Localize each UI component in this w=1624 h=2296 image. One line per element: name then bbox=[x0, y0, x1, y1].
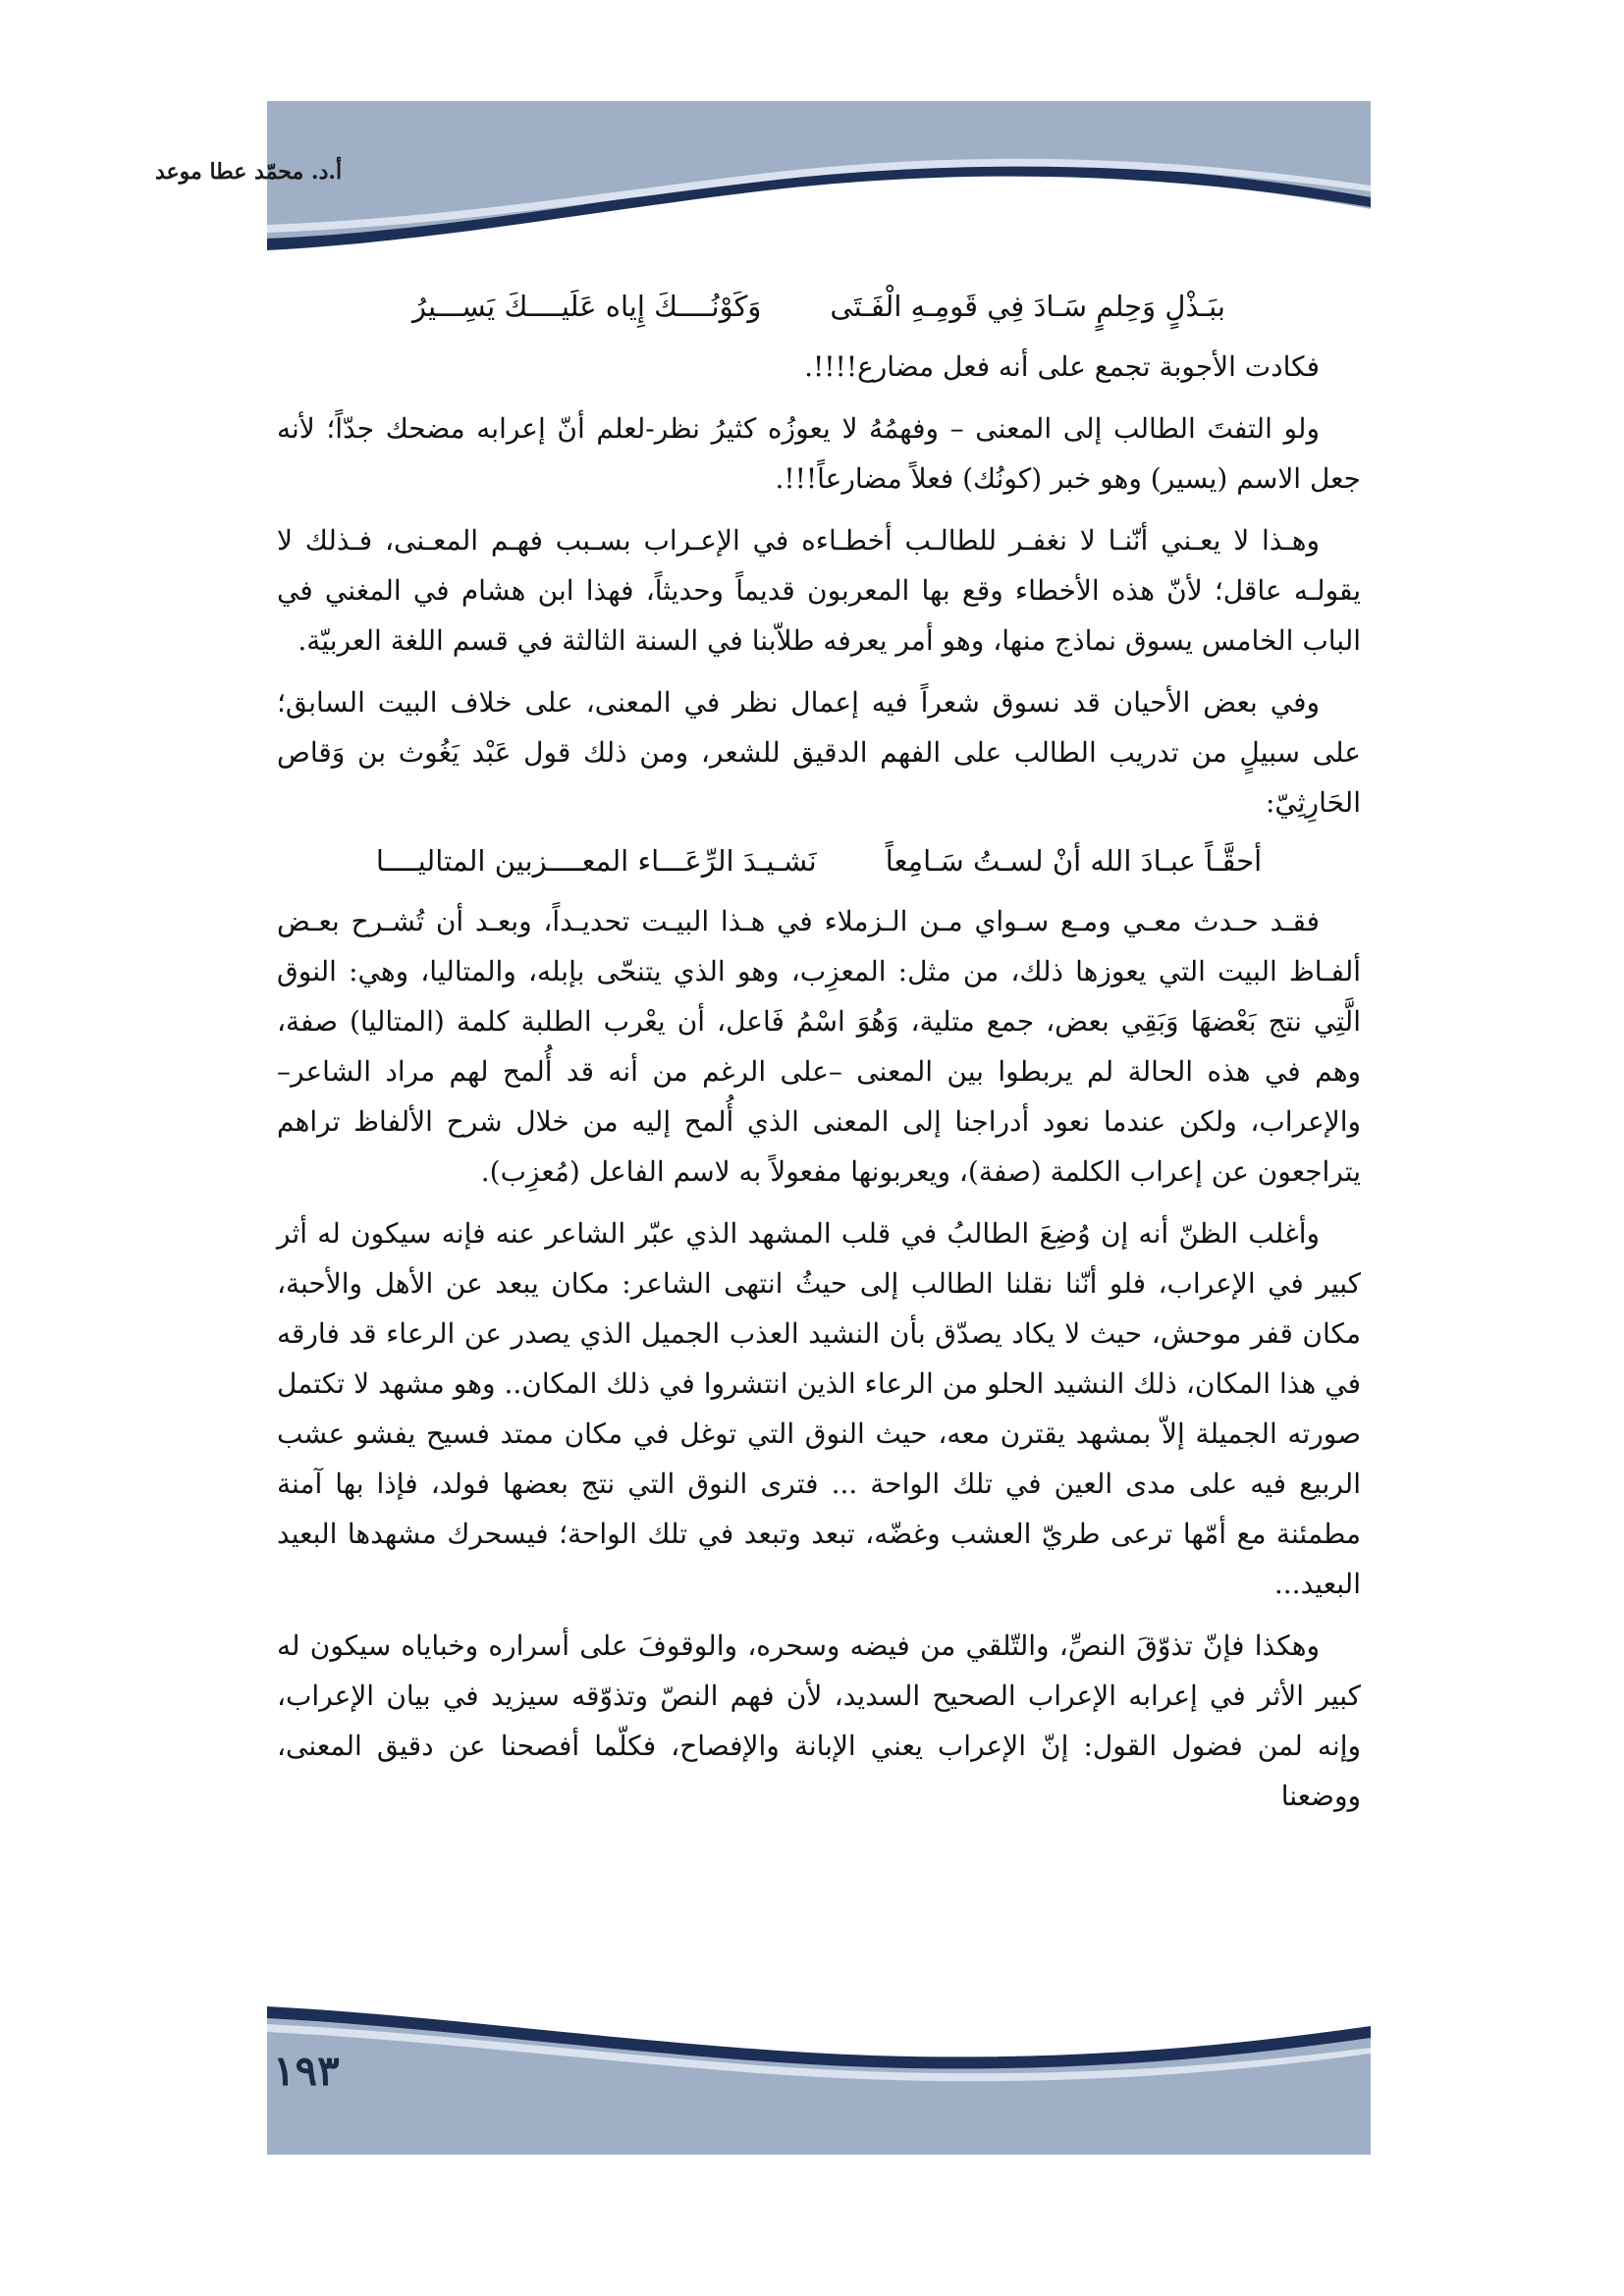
page-content bbox=[277, 277, 1361, 1833]
footer-band bbox=[267, 1993, 1371, 2155]
author-name: أ.د. محمّد عطا موعد bbox=[155, 159, 343, 185]
paragraph-1: فكادت الأجوبة تجمع على أنه فعل مضارع!!!!. bbox=[804, 350, 1320, 383]
paragraph-7: وهكذا فإنّ تذوّقَ النصِّ، والتّلقي من فيضه وسحره، والوقوفَ على أسراره وخباياه سيكون له كبير الأثر في إعرابه الإعراب الصحيح السديد، لأن فهم النصّ وتذوّقه سيزيد في بيان الإعراب، وإنه لمن فضول القول: إنّ الإعراب يعني الإبانة والإفصاح، فكلّما أفصحنا عن دقيق المعنى، ووضعنا bbox=[277, 1629, 1361, 1812]
verse-1-hemistich-left: وَكَوْنُــــكَ إِياه عَلَيــــكَ يَسِـــيرُ bbox=[412, 290, 762, 323]
verse-2-hemistich-left: نَشـيـدَ الرِّعَـــاء المعــــزبين المتاليــــا bbox=[375, 844, 817, 878]
header-band bbox=[267, 101, 1371, 258]
verse-1-hemistich-right: ببَـذْلٍ وَحِلمٍ سَـادَ فِي قَومِـهِ الْفَـتَى bbox=[830, 290, 1225, 323]
verse-2-hemistich-right: أحقَّـاً عبـادَ الله أنْ لسـتُ سَـامِعاً bbox=[885, 844, 1263, 878]
paragraph-4: وفي بعض الأحيان قد نسوق شعراً فيه إعمال نظر في المعنى، على خلاف البيت السابق؛ على سبيلٍ من تدريب الطالب على الفهم الدقيق للشعر، ومن ذلك قول عَبْد يَغُوث بن وَقاص الحَارِثِيّ: bbox=[277, 686, 1361, 819]
paragraph-5: فقـد حـدث معـي ومـع سـواي مـن الـزملاء في هـذا البيـت تحديـداً، وبعـد أن تُشـرح بعـض ألفـاظ البيت التي يعوزها ذلك، من مثل: المعزِب، وهو الذي يتنحّى بإبله، والمتاليا، وهي: النوق الَّتِي نتج بَعْضهَا وَبَقِي بعض، جمع متلية، وَهُوَ اسْمُ فَاعل، أن يعْرب الطلبة كلمة (المتاليا) صفة، وهم في هذه الحالة لم يربطوا بين المعنى –على الرغم من أنه قد أُلمح لهم مراد الشاعر–والإعراب، ولكن عندما نعود أدراجنا إلى المعنى الذي أُلمح إليه من خلال شرح الألفاظ تراهم يتراجعون عن إعراب الكلمة (صفة)، ويعربونها مفعولاً به لاسم الفاعل (مُعزِب). bbox=[277, 905, 1361, 1188]
verse-2 bbox=[277, 839, 1361, 882]
paragraph-2: ولو التفتَ الطالب إلى المعنى – وفهمُهُ لا يعوزُه كثيرُ نظر-لعلم أنّ إعرابه مضحك جدّاً؛ لأنه جعل الاسم (يسير) وهو خبر (كونُك) فعلاً مضارعاً!!!. bbox=[277, 412, 1361, 495]
header-wave-graphic bbox=[267, 101, 1371, 258]
verse-1 bbox=[277, 285, 1361, 328]
footer-wave-graphic bbox=[267, 1993, 1371, 2155]
paragraph-6: وأغلب الظنّ أنه إن وُضِعَ الطالبُ في قلب المشهد الذي عبّر الشاعر عنه فإنه سيكون له أثر كبير في الإعراب، فلو أنّنا نقلنا الطالب إلى حيثُ انتهى الشاعر: مكان يبعد عن الأهل والأحبة، مكان قفر موحش، حيث لا يكاد يصدّق بأن النشيد العذب الجميل الذي يصدر عن الرعاء قد فارقه في هذا المكان، ذلك النشيد الحلو من الرعاء الذين انتشروا في ذلك المكان.. وهو مشهد لا تكتمل صورته الجميلة إلاّ بمشهد يقترن معه، حيث النوق التي توغل في مكان ممتد فسيح يفشو عشب الربيع فيه على مدى العين في تلك الواحة ... فترى النوق التي نتج بعضها فولد، فإذا بها آمنة مطمئنة مع أمّها ترعى طريّ العشب وغضّه، تبعد وتبعد في تلك الواحة؛ فيسحرك مشهدها البعيد البعيد... bbox=[277, 1217, 1361, 1600]
paragraph-3: وهـذا لا يعـني أنّنـا لا نغفـر للطالـب أخطـاءه في الإعـراب بسـبب فهـم المعـنى، فـذلك لا يقولـه عاقل؛ لأنّ هذه الأخطاء وقع بها المعربون قديماً وحديثاً، فهذا ابن هشام في المغني في الباب الخامس يسوق نماذج منها، وهو أمر يعرفه طلاّبنا في السنة الثالثة في قسم اللغة العربيّة. bbox=[277, 524, 1361, 657]
page-number: ١٩٣ bbox=[273, 2047, 340, 2095]
